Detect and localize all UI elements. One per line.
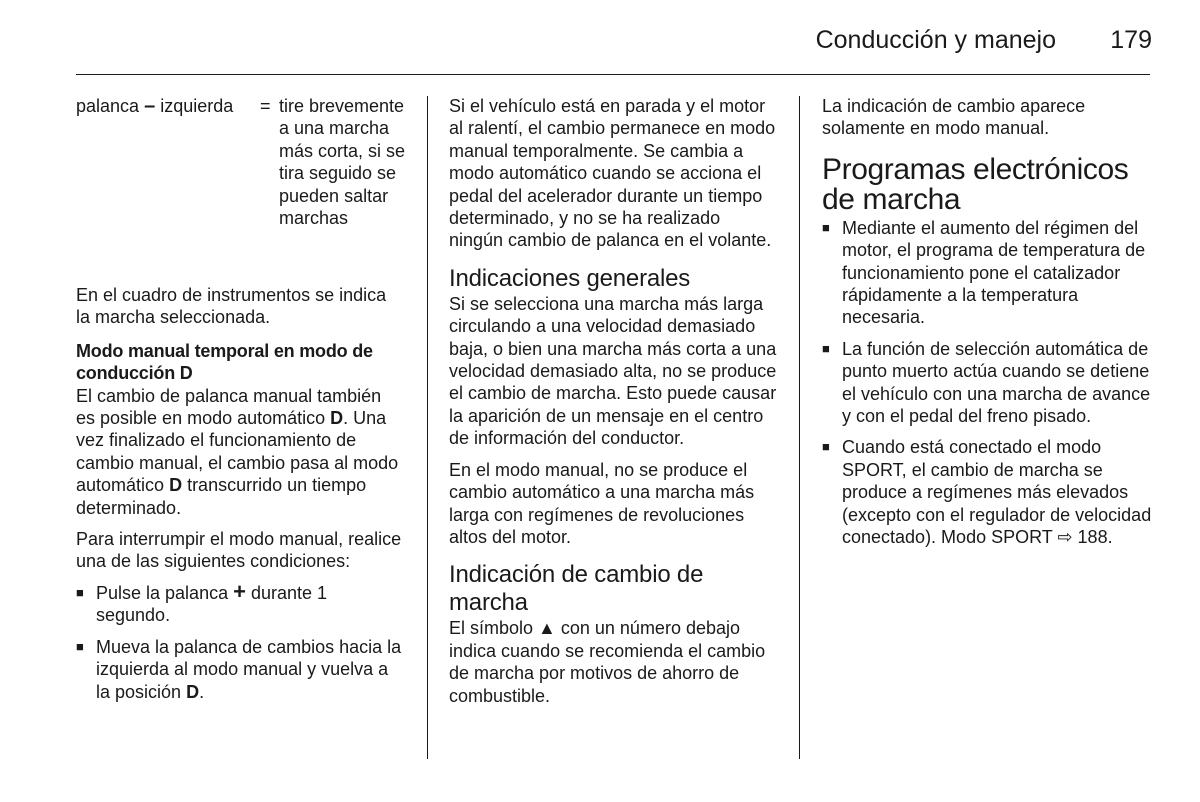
plus-icon: + (233, 578, 246, 604)
page-number: 179 (1110, 26, 1152, 54)
text: Cuando está conectado el modo SPORT, el cambio de marcha se produce a regímenes más elevados (excepto con el regulador de velocidad conectado). Modo SPORT (842, 437, 1152, 548)
lever-label: palanca (76, 96, 140, 116)
column-divider-2 (799, 96, 800, 759)
section-heading: Indicaciones generales (449, 264, 691, 292)
text: transcurrido un tiempo determinado. (76, 475, 367, 518)
gear-d-symbol: D (169, 475, 183, 496)
chapter-heading: Programas electrónicos de marcha (822, 152, 1129, 216)
text: Pulse la palanca (96, 582, 234, 603)
minus-icon: – (144, 95, 156, 117)
paragraph: Para interrumpir el modo manual, realice una de las siguientes condiciones: (76, 529, 402, 572)
text: La función de selección automática de punto muerto actúa cuando se detiene el vehículo con una marcha de avance y con el pedal del freno pisado. (842, 338, 1151, 427)
text: durante 1 segundo. (96, 582, 328, 626)
lever-definition (76, 95, 404, 277)
gear-d-symbol: D (330, 408, 344, 429)
text: . (199, 681, 205, 702)
column-divider-1 (427, 96, 428, 759)
gear-d-symbol: D (186, 681, 200, 702)
paragraph: Si el vehículo está en parada y el motor al ralentí, el cambio permanece en modo manual temporalmente. Se cambia a modo automático cuando se acciona el pedal del acelerador durante un tiempo determinado, y no se ha realizado ningún cambio de palanca en el volante. (449, 96, 776, 251)
list-item (76, 578, 404, 627)
text: Mueva la palanca de cambios hacia la izquierda al modo manual y vuelva a la posición (96, 636, 402, 702)
text: Mediante el aumento del régimen del motor, el programa de temperatura de funcionamiento pone el catalizador rápidamente a la temperatura necesaria. (842, 217, 1146, 328)
paragraph: En el cuadro de instrumentos se indica la marcha seleccionada. (76, 285, 387, 328)
triangle-up-icon: ▲ (538, 618, 556, 639)
lever-definition-text: tire brevemente a una marcha más corta, si se tira seguido se pueden saltar marchas (279, 96, 406, 229)
text: El símbolo (449, 618, 539, 639)
text: El cambio de palanca manual también es posible en modo automático (76, 385, 382, 429)
lever-term (76, 95, 233, 117)
bullet-list (76, 578, 404, 703)
bullet-icon: ■ (822, 219, 830, 235)
page-reference: 188. (1072, 527, 1113, 548)
lever-direction: izquierda (160, 96, 234, 116)
paragraph (76, 385, 404, 519)
bullet-list (822, 217, 1152, 549)
paragraph: La indicación de cambio aparece solamente en modo manual. (822, 96, 1086, 139)
bullet-icon: ■ (822, 439, 830, 455)
subheading: Modo manual temporal en modo de conducción D (76, 340, 373, 384)
list-item (76, 636, 404, 703)
text: con un número debajo indica cuando se recomienda el cambio de marcha por motivos de ahorro de combustible. (449, 618, 766, 706)
list-item (822, 436, 1152, 548)
bullet-icon: ■ (822, 340, 830, 356)
list-item (822, 338, 1152, 428)
equals-sign: = (260, 96, 271, 116)
section-title: Conducción y manejo (815, 26, 1056, 54)
list-item (822, 217, 1152, 329)
column-1 (76, 95, 404, 712)
header-rule (76, 74, 1150, 75)
section-heading: Indicación de cambio de marcha (449, 561, 704, 617)
column-2 (449, 95, 779, 716)
bullet-icon: ■ (76, 584, 84, 600)
page-reference-icon: ⇨ (1057, 527, 1073, 548)
paragraph (449, 617, 779, 707)
paragraph: Si se selecciona una marcha más larga circulando a una velocidad demasiado baja, o bien una marcha más corta a una velocidad demasiado alta, no se produce el cambio de marcha. Esto puede causar la aparición de un mensaje en el centro de información del conductor. (449, 293, 777, 449)
paragraph: En el modo manual, no se produce el cambio automático a una marcha más larga con regímenes de revoluciones altos del motor. (449, 459, 755, 547)
bullet-icon: ■ (76, 638, 84, 654)
text: . Una vez finalizado el funcionamiento de cambio manual, el cambio pasa al modo automático (76, 408, 399, 496)
column-3 (822, 95, 1152, 558)
